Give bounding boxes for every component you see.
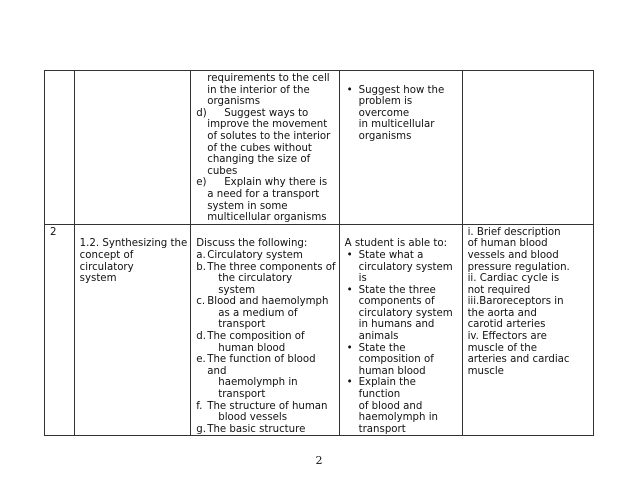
text-line: carotid arteries [467,319,546,331]
text-line: human blood [358,365,426,377]
discuss-item [196,401,335,424]
text-line: concept of circulatory [79,249,134,273]
text-line: The three components of [207,261,336,273]
notes-cell [462,71,593,225]
text-line: Explain the function [358,377,416,401]
text-line: blood vessels [218,412,288,424]
item-label: b. [196,261,206,273]
text-line: Circulatory system [207,249,303,261]
bullet-item [345,250,459,285]
text-line: arteries and cardiac [467,354,570,366]
able-heading: A student is able to: [344,238,448,250]
text-line: pressure regulation. [467,261,570,273]
text-line: muscle [467,365,504,377]
text-line: State the three [358,284,436,296]
text-line: of human blood [467,238,548,250]
text-line: in the interior of the [207,84,310,96]
text-line: in multicellular [358,119,435,131]
topic-cell [74,71,191,225]
text-line: ii. Cardiac cycle is [467,273,560,285]
discuss-item [196,262,335,297]
text-line: in humans and [358,319,435,331]
bullet-item [345,85,459,143]
discuss-item [196,424,335,436]
text-line: the circulatory [218,273,293,285]
text-line: Blood and haemolymph [207,296,329,308]
text-line: circulatory system [358,307,453,319]
text-line: 1.2. Synthesizing the [79,238,188,250]
text-line: not required [467,284,531,296]
text-line: of the cubes without [207,142,312,154]
text-line: iii.Baroreceptors in [467,296,564,308]
text-line: as a medium of [218,307,298,319]
text-line: circulatory system is [358,261,453,285]
learning-objectives-cell [191,71,339,225]
text-line: i. Brief description [467,226,561,238]
text-line: iv. Effectors are [467,331,547,343]
page-number: 2 [315,454,323,467]
objective-item-d [196,108,335,120]
number-cell [45,71,75,225]
bullet-item [345,285,459,343]
discuss-item [196,296,335,331]
syllabus-table [44,70,594,436]
text-line: State what a [358,249,424,261]
bullet-item [345,377,459,435]
learning-outcomes-cell [339,71,462,225]
item-label: e. [196,354,206,366]
text-line: organisms [358,130,412,142]
item-label: g. [196,423,206,435]
text-line: The structure of human [207,400,328,412]
item-text: Suggest ways to [224,107,309,119]
text-line: State the [358,342,406,354]
text-line: The function of blood and [207,354,316,377]
item-label: e) [196,177,207,189]
text-line: Suggest how the [358,84,445,96]
discuss-heading: Discuss the following: [196,238,308,250]
text-line: transport [218,319,266,331]
text-line: system in some [207,200,288,212]
discuss-item [196,354,335,400]
item-label: d. [196,331,206,343]
item-label: d) [196,107,207,119]
text-line: cubes [207,165,238,177]
text-line: requirements to the cell [207,73,330,84]
text-line: muscle of the [467,342,537,354]
text-line: improve the movement [207,119,328,131]
text-line: a need for a transport [207,188,320,200]
discuss-item [196,331,335,354]
text-line: the aorta and [467,307,537,319]
notes-cell [462,224,593,436]
text-line: multicellular organisms [207,212,327,224]
text-line: The composition of [207,331,305,343]
text-line: of blood and [358,400,423,412]
text-line: system [79,273,117,285]
item-label: f. [196,400,203,412]
objective-item-e [196,177,335,189]
text-line: problem is overcome [358,96,413,119]
text-line: changing the size of [207,154,311,166]
text-line: human blood [218,342,286,354]
topic-cell [74,224,191,436]
discuss-item [196,250,335,262]
bullet-item [345,343,459,378]
text-line: animals [358,331,399,343]
number-cell: 2 [45,224,75,436]
item-label: a. [196,249,206,261]
text-line: The basic structure [207,423,306,435]
item-label: c. [196,296,206,308]
text-line: haemolymph in [358,412,438,424]
text-line: components of [358,296,435,308]
table-row [45,224,594,436]
table-row [45,71,594,225]
text-line: vessels and blood [467,249,559,261]
item-text: Explain why there is [224,177,328,189]
text-line: composition of [358,354,434,366]
text-line: of solutes to the interior [207,130,331,142]
text-line: system [218,284,256,296]
text-line: transport [358,423,406,435]
text-line: haemolymph in transport [218,377,298,401]
learning-objectives-cell [191,224,339,436]
text-line: organisms [207,96,261,108]
learning-outcomes-cell [339,224,462,436]
